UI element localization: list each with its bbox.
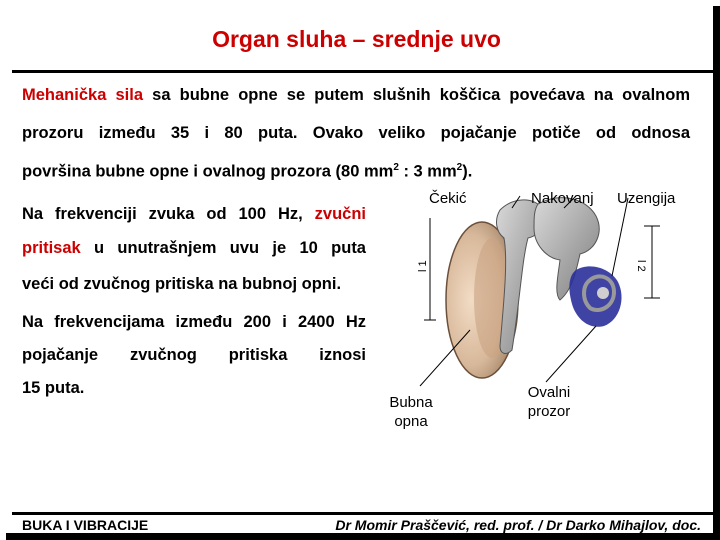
para2-line-2 (22, 231, 366, 265)
label-oval-window-line-1: Ovalni (527, 384, 571, 401)
superscript-2b: 2 (456, 162, 463, 173)
slide-shadow-bottom (6, 533, 720, 540)
label-l2: l 2 (635, 260, 647, 272)
para3-line-1 (22, 305, 366, 339)
para3-line-2 (22, 338, 366, 372)
middle-ear-illustration (400, 180, 700, 410)
para2-line-1-text: Na frekvenciji zvuka od 100 Hz, (22, 205, 315, 223)
para3-line-3 (22, 371, 84, 405)
label-eardrum-line-1: Bubna (389, 394, 433, 411)
label-eardrum-line-2: opna (394, 413, 428, 430)
label-oval-window-line-2: prozor (527, 403, 571, 420)
para2-line-2-text: u unutrašnjem uvu je 10 puta (80, 239, 366, 257)
para2-line-1 (22, 197, 366, 231)
intro-highlight: Mehanička sila (22, 86, 144, 104)
page-title: Organ sluha – srednje uvo (212, 26, 501, 52)
title-divider (12, 70, 713, 73)
label-l1: l 1 (417, 260, 429, 272)
dimension-l2 (635, 226, 660, 298)
intro-line-3-c: ). (462, 162, 473, 181)
para2-line-3 (22, 267, 341, 301)
label-oval-window (516, 383, 582, 421)
para3-line-3-text: 15 puta. (22, 379, 85, 397)
footer-authors: Dr Momir Praščević, red. prof. / Dr Darko Mihajlov, doc. (335, 517, 701, 533)
intro-line-1 (22, 78, 690, 112)
para2-highlight-1: zvučni (314, 205, 366, 223)
para3-line-2-text: pojačanje zvučnog pritiska iznosi (22, 346, 366, 364)
intro-line-3-a: površina bubne opne i ovalnog prozora (80 mm (22, 162, 394, 181)
footer-course: BUKA I VIBRACIJE (22, 517, 149, 533)
para2-highlight-2: pritisak (22, 239, 81, 257)
label-malleus: Čekić (429, 190, 467, 207)
intro-line-1-text: sa bubne opne se putem slušnih koščica povećava na ovalnom (143, 86, 690, 104)
intro-line-3-b: : 3 mm (398, 162, 457, 181)
label-stapes: Uzengija (617, 190, 676, 207)
superscript-2: 2 (393, 162, 399, 173)
intro-line-2 (22, 116, 690, 150)
dimension-l1 (417, 218, 436, 320)
para2-line-3-text: veći od zvučnog pritiska na bubnoj opni. (22, 275, 342, 293)
label-incus: Nakovanj (531, 190, 594, 207)
label-eardrum (380, 393, 442, 431)
slide-shadow-right (713, 6, 720, 540)
para3-line-1-text: Na frekvencijama između 200 i 2400 Hz (22, 313, 366, 331)
intro-line-2-text: prozoru između 35 i 80 puta. Ovako veliko pojačanje potiče od odnosa (22, 124, 690, 142)
footer-divider (12, 512, 713, 515)
